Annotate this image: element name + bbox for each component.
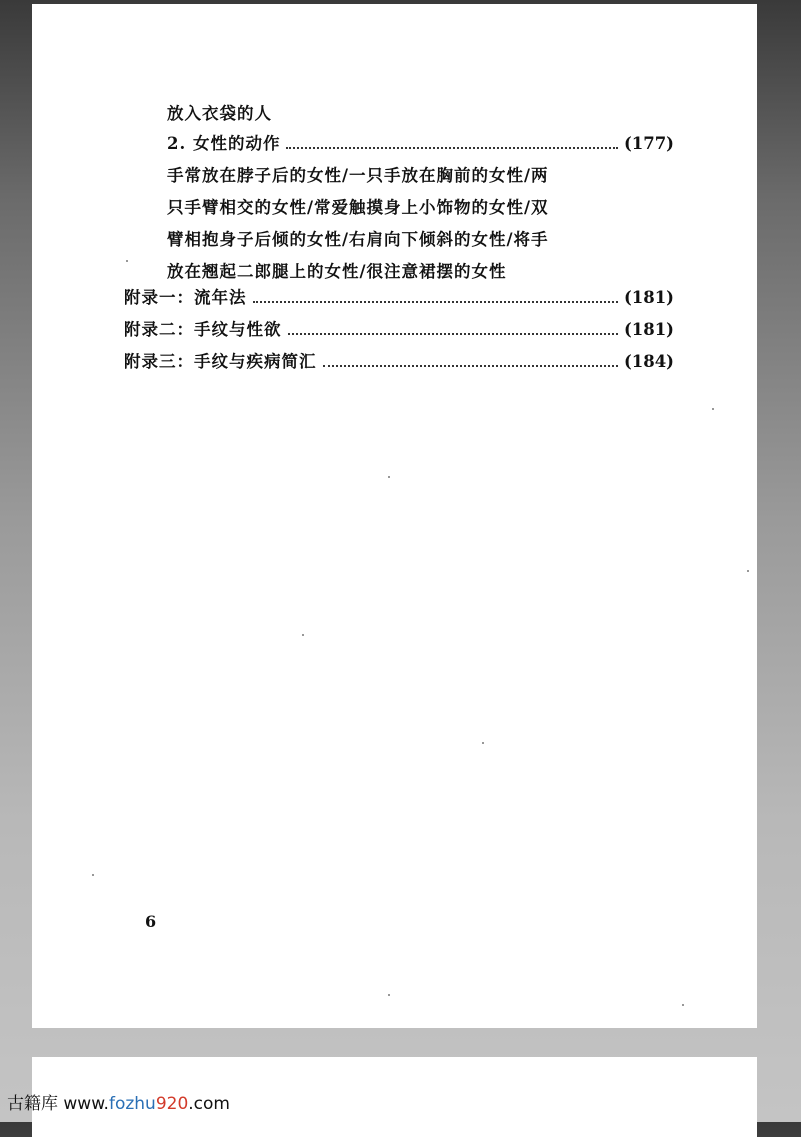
scan-speck: [482, 742, 484, 744]
toc-entry-appendix-2: [124, 320, 674, 340]
watermark-prefix: 古籍库 www.: [7, 1094, 109, 1114]
site-watermark: [7, 1089, 230, 1114]
scan-speck: [712, 408, 714, 410]
book-page: [32, 4, 757, 1028]
scan-speck: [302, 634, 304, 636]
watermark-red-part: 920: [155, 1094, 189, 1114]
toc-entry-female-actions: [167, 134, 674, 154]
toc-description-line: 臂相抱身子后倾的女性/右肩向下倾斜的女性/将手: [167, 230, 549, 249]
scan-speck: [682, 1004, 684, 1006]
scan-speck: [747, 570, 749, 572]
toc-description-line: 只手臂相交的女性/常爱触摸身上小饰物的女性/双: [167, 198, 549, 217]
toc-entry-page: (184): [623, 352, 674, 371]
toc-entry-label: 附录三：手纹与疾病简汇: [124, 352, 317, 371]
toc-entry-appendix-1: [124, 288, 674, 308]
toc-entry-page: (177): [623, 134, 674, 153]
scan-speck: [92, 874, 94, 876]
toc-entry-page: (181): [623, 320, 674, 339]
toc-entry-label: 附录二：手纹与性欲: [124, 320, 282, 339]
toc-entry-label: 附录一：流年法: [124, 288, 247, 307]
toc-description-line: 手常放在脖子后的女性/一只手放在胸前的女性/两: [167, 166, 549, 185]
toc-entry-appendix-3: [124, 352, 674, 372]
scan-speck: [126, 260, 128, 262]
page-number: 6: [145, 912, 157, 931]
watermark-suffix: .com: [188, 1094, 230, 1114]
scan-speck: [388, 994, 390, 996]
scan-speck: [388, 476, 390, 478]
toc-entry-label: 2. 女性的动作: [167, 134, 281, 153]
dot-leader: [288, 333, 618, 335]
dot-leader: [323, 365, 618, 367]
toc-entry-page: (181): [623, 288, 674, 307]
dot-leader: [286, 147, 617, 149]
toc-continuation-line: 放入衣袋的人: [167, 104, 272, 123]
toc-description-line: 放在翘起二郎腿上的女性/很注意裙摆的女性: [167, 262, 507, 281]
dot-leader: [253, 301, 618, 303]
watermark-blue-part: fozhu: [108, 1094, 156, 1114]
